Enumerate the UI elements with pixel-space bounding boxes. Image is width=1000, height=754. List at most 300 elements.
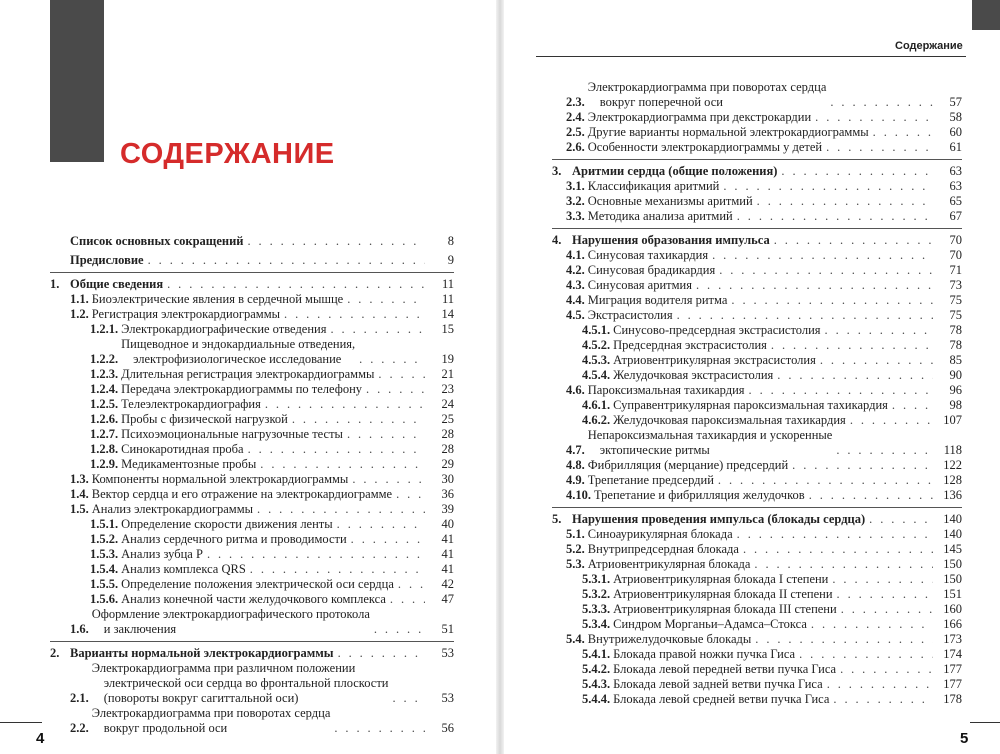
toc-entry[interactable]: [50, 307, 454, 322]
toc-entry-title-line: Атриовентрикулярная блокада I степени: [613, 572, 829, 586]
toc-entry[interactable]: [552, 179, 962, 194]
toc-entry[interactable]: [50, 661, 454, 706]
toc-entry[interactable]: [50, 382, 454, 397]
toc-entry-title-line: Нарушения образования импульса: [572, 233, 770, 247]
toc-entry-title-line: Синдром Морганьи–Адамса–Стокса: [613, 617, 807, 631]
toc-entry-number: 2.: [50, 646, 60, 660]
toc-entry-title: [572, 233, 770, 248]
toc-entry-title-line: Синусово-предсердная экстрасистолия: [613, 323, 821, 337]
toc-entry-page: 63: [949, 179, 962, 193]
toc-entry-page: 28: [441, 442, 454, 456]
dot-leader: [292, 412, 425, 427]
toc-entry[interactable]: [552, 488, 962, 503]
toc-entry-number: 5.4.3.: [582, 677, 611, 691]
toc-entry-title-line: Пароксизмальная тахикардия: [587, 383, 745, 397]
footer-rule: [0, 722, 42, 723]
toc-entry-title-line: Синусовая тахикардия: [587, 248, 709, 262]
toc-entry-page: 42: [441, 577, 454, 591]
toc-entry-page: 70: [949, 233, 962, 247]
page-number: 4: [36, 730, 45, 747]
toc-entry-title: [121, 367, 374, 382]
toc-entry-title-line: электрофизиологическое исследование: [133, 352, 342, 366]
toc-entry[interactable]: [50, 547, 454, 562]
toc-entry-number: 4.4.: [566, 293, 585, 307]
toc-entry[interactable]: [50, 592, 454, 607]
section-divider: [552, 159, 962, 160]
toc-entry-title: [613, 602, 837, 617]
dot-leader: [719, 263, 933, 278]
toc-entry[interactable]: [552, 647, 962, 662]
toc-entry-title: [588, 263, 715, 278]
toc-entry-title: [70, 253, 144, 268]
toc-entry-number: 1.5.1.: [90, 517, 119, 531]
dot-leader: [869, 512, 933, 527]
toc-entry-title: [594, 488, 805, 503]
toc-entry-page: 65: [949, 194, 962, 208]
toc-entry[interactable]: [50, 234, 454, 249]
toc-entry-page: 140: [943, 512, 962, 526]
toc-entry-number: 3.2.: [566, 194, 585, 208]
toc-entry-page: 71: [949, 263, 962, 277]
toc-entry-number: 4.10.: [566, 488, 591, 502]
page-number: 5: [960, 730, 969, 747]
toc-entry-title-line: Атриовентрикулярная блокада III степени: [613, 602, 837, 616]
toc-entry-page: 151: [943, 587, 962, 601]
toc-entry[interactable]: [50, 517, 454, 532]
toc-entry[interactable]: [50, 442, 454, 457]
toc-entry-title: [121, 322, 326, 337]
toc-entry-title-line: Аритмии сердца (общие положения): [572, 164, 778, 178]
toc-left: [50, 234, 454, 736]
toc-entry-title: [121, 412, 288, 427]
toc-entry-number: 1.3.: [70, 472, 89, 486]
toc-entry-title: [121, 577, 394, 592]
toc-entry[interactable]: [50, 706, 454, 736]
toc-entry-number: 5.3.: [566, 557, 585, 571]
toc-entry-title-line: Блокада правой ножки пучка Гиса: [613, 647, 796, 661]
dot-leader: [811, 617, 933, 632]
toc-entry[interactable]: [552, 164, 962, 179]
toc-entry-number: 4.6.1.: [582, 398, 611, 412]
section-divider: [552, 507, 962, 508]
toc-entry[interactable]: [552, 368, 962, 383]
toc-entry[interactable]: [552, 338, 962, 353]
toc-entry-title-line: Пищеводное и эндокардиальные отведения,: [121, 337, 356, 351]
toc-entry-page: 85: [949, 353, 962, 367]
dot-leader: [330, 322, 425, 337]
toc-entry-page: 51: [441, 622, 454, 636]
toc-entry-title: [588, 383, 745, 398]
toc-entry-title-line: Определение положения электрической оси сердца: [121, 577, 394, 591]
toc-entry-title-line: Классификация аритмий: [587, 179, 720, 193]
toc-entry[interactable]: [50, 412, 454, 427]
toc-entry-number: 3.1.: [566, 179, 585, 193]
toc-entry-page: 56: [441, 721, 454, 735]
toc-entry-page: 63: [949, 164, 962, 178]
dot-leader: [743, 542, 933, 557]
right-page: [500, 0, 1000, 754]
toc-entry-title-line: Компоненты нормальной электрокардиограммы: [91, 472, 349, 486]
toc-entry-title-line: Биоэлектрические явления в сердечной мышце: [91, 292, 344, 306]
toc-entry-title-line: Синокаротидная проба: [121, 442, 244, 456]
toc-entry[interactable]: [50, 646, 454, 661]
toc-entry-title-line: Медикаментозные пробы: [121, 457, 257, 471]
toc-entry[interactable]: [50, 577, 454, 592]
toc-entry-title: [588, 428, 833, 458]
dot-leader: [820, 353, 933, 368]
toc-entry-number: 1.2.4.: [90, 382, 119, 396]
toc-entry-page: 150: [943, 572, 962, 586]
toc-entry-title: [92, 292, 343, 307]
toc-entry[interactable]: [552, 458, 962, 473]
toc-entry[interactable]: [50, 487, 454, 502]
toc-entry-title-line: Нарушения проведения импульса (блокады сердца): [572, 512, 866, 526]
toc-entry[interactable]: [552, 557, 962, 572]
toc-entry[interactable]: [50, 322, 454, 337]
dot-leader: [809, 488, 933, 503]
toc-entry-number: 1.4.: [70, 487, 89, 501]
toc-entry-title: [121, 562, 246, 577]
toc-entry-page: 30: [441, 472, 454, 486]
chapter-tab-marker: [972, 0, 1000, 30]
toc-entry-number: 1.2.3.: [90, 367, 119, 381]
toc-entry[interactable]: [50, 607, 454, 637]
toc-entry-title: [613, 323, 820, 338]
header-rule: [536, 56, 966, 57]
toc-entry-number: 2.3.: [566, 95, 585, 109]
toc-entry-number: 4.5.2.: [582, 338, 611, 352]
toc-entry-title-line: Особенности электрокардиограммы у детей: [587, 140, 823, 154]
toc-entry-title: [588, 632, 752, 647]
toc-entry[interactable]: [50, 337, 454, 367]
toc-entry-title-line: Длительная регистрация электрокардиограммы: [121, 367, 375, 381]
toc-entry[interactable]: [552, 413, 962, 428]
toc-entry-page: 70: [949, 248, 962, 262]
toc-entry-title-line: Анализ конечной части желудочкового комплекса: [121, 592, 386, 606]
toc-entry-number: 5.3.4.: [582, 617, 611, 631]
toc-entry-title: [121, 517, 333, 532]
toc-entry-number: 1.2.5.: [90, 397, 119, 411]
toc-entry-title: [121, 547, 203, 562]
toc-entry-number: 1.5.2.: [90, 532, 119, 546]
toc-entry-title: [588, 194, 753, 209]
toc-entry[interactable]: [50, 367, 454, 382]
toc-entry-title-line: Трепетание и фибрилляция желудочков: [594, 488, 805, 502]
toc-entry-page: 41: [441, 562, 454, 576]
toc-entry[interactable]: [552, 308, 962, 323]
toc-entry[interactable]: [50, 427, 454, 442]
toc-entry[interactable]: [552, 587, 962, 602]
toc-entry-title: [92, 661, 389, 706]
dot-leader: [850, 413, 933, 428]
toc-entry[interactable]: [552, 353, 962, 368]
toc-entry[interactable]: [552, 398, 962, 413]
dot-leader: [248, 234, 426, 249]
toc-entry-page: 58: [949, 110, 962, 124]
dot-leader: [755, 632, 933, 647]
toc-entry-page: 136: [943, 488, 962, 502]
toc-entry-title: [588, 557, 751, 572]
toc-entry-title-line: вокруг поперечной оси: [599, 95, 723, 109]
toc-entry[interactable]: [552, 692, 962, 707]
toc-entry-number: 1.2.: [70, 307, 89, 321]
dot-leader: [771, 338, 933, 353]
toc-entry-title-line: Анализ электрокардиограммы: [91, 502, 254, 516]
toc-entry-title-line: Атриовентрикулярная экстрасистолия: [613, 353, 816, 367]
dot-leader: [737, 209, 933, 224]
toc-entry-title: [613, 368, 773, 383]
dot-leader: [892, 398, 933, 413]
toc-entry-title-line: Миграция водителя ритма: [587, 293, 728, 307]
toc-entry-title: [572, 512, 865, 527]
dot-leader: [737, 527, 933, 542]
toc-entry[interactable]: [552, 632, 962, 647]
toc-entry-number: 5.3.2.: [582, 587, 611, 601]
toc-entry-page: 29: [441, 457, 454, 471]
toc-entry-page: 140: [943, 527, 962, 541]
toc-entry-title-line: Атриовентрикулярная блокада II степени: [613, 587, 833, 601]
toc-entry[interactable]: [552, 572, 962, 587]
toc-entry-title-line: Желудочковая пароксизмальная тахикардия: [613, 413, 846, 427]
toc-entry-title-line: Электрокардиограмма при различном положении: [91, 661, 356, 675]
toc-entry-title-line: Анализ сердечного ритма и проводимости: [121, 532, 347, 546]
toc-entry-title: [613, 572, 828, 587]
toc-entry-page: 160: [943, 602, 962, 616]
toc-entry-title-line: Список основных сокращений: [70, 234, 244, 248]
toc-entry-title-line: вокруг продольной оси: [103, 721, 228, 735]
toc-entry-title-line: Электрокардиограмма при поворотах сердца: [91, 706, 331, 720]
toc-entry-page: 145: [943, 542, 962, 556]
toc-entry-page: 15: [441, 322, 454, 336]
toc-entry[interactable]: [552, 293, 962, 308]
toc-entry-number: 1.2.8.: [90, 442, 119, 456]
toc-entry[interactable]: [552, 233, 962, 248]
toc-entry[interactable]: [552, 512, 962, 527]
toc-entry-title: [613, 617, 807, 632]
toc-entry-title-line: (повороты вокруг сагиттальной оси): [103, 691, 299, 705]
toc-entry-title: [588, 248, 708, 263]
toc-entry[interactable]: [552, 677, 962, 692]
toc-entry[interactable]: [552, 428, 962, 458]
toc-entry[interactable]: [552, 263, 962, 278]
dot-leader: [265, 397, 425, 412]
toc-entry[interactable]: [50, 457, 454, 472]
toc-entry-page: 177: [943, 662, 962, 676]
toc-entry-title: [613, 587, 832, 602]
toc-entry-page: 40: [441, 517, 454, 531]
toc-entry-title-line: Желудочковая экстрасистолия: [613, 368, 774, 382]
dot-leader: [718, 473, 933, 488]
toc-entry-title-line: Непароксизмальная тахикардия и ускоренные: [587, 428, 833, 442]
dot-leader: [723, 179, 933, 194]
toc-entry-title-line: Синоаурикулярная блокада: [587, 527, 733, 541]
toc-entry-page: 8: [447, 234, 454, 248]
toc-entry[interactable]: [552, 617, 962, 632]
toc-entry-page: 39: [441, 502, 454, 516]
toc-entry-page: 25: [441, 412, 454, 426]
toc-entry-page: 166: [943, 617, 962, 631]
toc-entry-title-line: Блокада левой передней ветви пучка Гиса: [613, 662, 837, 676]
toc-entry-page: 150: [943, 557, 962, 571]
toc-entry[interactable]: [552, 542, 962, 557]
toc-entry-number: 1.6.: [70, 622, 89, 636]
toc-entry[interactable]: [50, 472, 454, 487]
toc-entry-number: 5.4.1.: [582, 647, 611, 661]
toc-entry-title-line: Экстрасистолия: [587, 308, 673, 322]
section-divider: [50, 641, 454, 642]
toc-entry[interactable]: [50, 562, 454, 577]
toc-entry-page: 75: [949, 293, 962, 307]
toc-entry-title-line: Синусовая аритмия: [587, 278, 692, 292]
toc-entry-page: 118: [943, 443, 962, 457]
toc-entry-title: [588, 209, 733, 224]
dot-leader: [749, 383, 933, 398]
toc-entry-title: [588, 278, 692, 293]
toc-entry-title: [588, 473, 714, 488]
toc-entry-title: [92, 487, 392, 502]
toc-entry-number: 1.: [50, 277, 60, 291]
toc-entry-page: 19: [441, 352, 454, 366]
toc-entry[interactable]: [552, 278, 962, 293]
toc-entry-page: 178: [943, 692, 962, 706]
toc-entry[interactable]: [50, 502, 454, 517]
toc-entry-number: 4.6.: [566, 383, 585, 397]
toc-entry[interactable]: [50, 532, 454, 547]
dot-leader: [677, 308, 933, 323]
toc-entry-number: 4.7.: [566, 443, 585, 457]
toc-entry-title: [613, 662, 836, 677]
dot-leader: [257, 502, 425, 517]
toc-entry[interactable]: [552, 110, 962, 125]
toc-entry-page: 24: [441, 397, 454, 411]
toc-entry-number: 4.5.4.: [582, 368, 611, 382]
toc-entry-page: 53: [441, 646, 454, 660]
toc-entry-number: 5.3.3.: [582, 602, 611, 616]
toc-entry-title: [613, 692, 829, 707]
toc-entry-number: 5.4.2.: [582, 662, 611, 676]
toc-entry-title: [121, 532, 347, 547]
toc-entry-title: [92, 307, 280, 322]
toc-entry-title-line: Основные механизмы аритмий: [587, 194, 753, 208]
toc-entry-title-line: Суправентрикулярная пароксизмальная тахикардия: [613, 398, 888, 412]
toc-entry-title: [588, 125, 869, 140]
toc-entry-title: [588, 458, 788, 473]
toc-entry[interactable]: [50, 253, 454, 268]
toc-entry-title-line: Трепетание предсердий: [587, 473, 714, 487]
toc-entry-page: 73: [949, 278, 962, 292]
toc-entry-page: 90: [949, 368, 962, 382]
dot-leader: [167, 277, 425, 292]
toc-entry-title-line: Анализ комплекса QRS: [121, 562, 246, 576]
toc-entry[interactable]: [50, 397, 454, 412]
toc-entry[interactable]: [552, 125, 962, 140]
toc-entry[interactable]: [552, 209, 962, 224]
dot-leader: [338, 646, 425, 661]
toc-entry-number: 2.4.: [566, 110, 585, 124]
toc-entry[interactable]: [50, 277, 454, 292]
toc-entry[interactable]: [552, 140, 962, 155]
toc-entry-number: 1.1.: [70, 292, 89, 306]
toc-entry-number: 1.5.5.: [90, 577, 119, 591]
toc-entry-page: 107: [943, 413, 962, 427]
toc-entry-number: 1.2.2.: [90, 352, 119, 366]
dot-leader: [841, 602, 933, 617]
toc-entry-title: [588, 110, 811, 125]
footer-rule: [970, 722, 1000, 723]
toc-entry[interactable]: [552, 194, 962, 209]
toc-entry-number: 5.3.1.: [582, 572, 611, 586]
toc-entry-title: [121, 397, 261, 412]
section-divider: [50, 272, 454, 273]
toc-entry[interactable]: [552, 662, 962, 677]
toc-entry-page: 21: [441, 367, 454, 381]
toc-entry-title-line: Электрокардиограмма при декстрокардии: [587, 110, 812, 124]
dot-leader: [836, 443, 933, 458]
dot-leader: [777, 368, 933, 383]
toc-entry-page: 61: [949, 140, 962, 154]
dot-leader: [832, 572, 933, 587]
toc-entry-page: 47: [441, 592, 454, 606]
toc-entry[interactable]: [552, 602, 962, 617]
toc-entry-number: 3.3.: [566, 209, 585, 223]
dot-leader: [284, 307, 425, 322]
toc-entry-number: 1.2.6.: [90, 412, 119, 426]
toc-entry[interactable]: [552, 527, 962, 542]
toc-entry-title-line: и заключения: [103, 622, 177, 636]
toc-entry-title: [588, 179, 720, 194]
toc-entry-title-line: Внутрипредсердная блокада: [587, 542, 739, 556]
toc-entry[interactable]: [552, 80, 962, 110]
toc-entry-title: [613, 353, 816, 368]
toc-entry[interactable]: [552, 473, 962, 488]
toc-entry-number: 2.5.: [566, 125, 585, 139]
dot-leader: [731, 293, 933, 308]
toc-entry-title-line: Другие варианты нормальной электрокардиограммы: [587, 125, 869, 139]
toc-entry-page: 67: [949, 209, 962, 223]
toc-entry-title: [588, 140, 822, 155]
toc-entry-title-line: Варианты нормальной электрокардиограммы: [70, 646, 334, 660]
toc-entry-page: 36: [441, 487, 454, 501]
dot-leader: [248, 442, 425, 457]
toc-entry-title-line: Регистрация электрокардиограммы: [91, 307, 281, 321]
toc-entry-title-line: Анализ зубца P: [121, 547, 203, 561]
dot-leader: [396, 487, 425, 502]
toc-entry-number: 2.1.: [70, 691, 89, 705]
dot-leader: [754, 557, 933, 572]
dot-leader: [840, 662, 933, 677]
toc-entry[interactable]: [552, 248, 962, 263]
chapter-tab-marker: [50, 0, 104, 162]
toc-entry-title-line: эктопические ритмы: [599, 443, 710, 457]
toc-entry-title: [121, 382, 362, 397]
toc-entry-title-line: Электрокардиографические отведения: [121, 322, 327, 336]
toc-entry[interactable]: [552, 383, 962, 398]
toc-entry-page: 28: [441, 427, 454, 441]
toc-entry-title: [70, 234, 244, 249]
toc-entry-title-line: Общие сведения: [70, 277, 164, 291]
toc-entry-title: [613, 677, 823, 692]
toc-entry-title: [572, 164, 777, 179]
toc-entry-number: 1.5.3.: [90, 547, 119, 561]
toc-entry-page: 75: [949, 308, 962, 322]
toc-entry-number: 4.3.: [566, 278, 585, 292]
toc-entry-title-line: Электрокардиограмма при поворотах сердца: [587, 80, 827, 94]
toc-entry-title: [588, 308, 673, 323]
toc-entry[interactable]: [50, 292, 454, 307]
toc-entry[interactable]: [552, 323, 962, 338]
toc-entry-number: 2.6.: [566, 140, 585, 154]
toc-entry-number: 1.2.9.: [90, 457, 119, 471]
